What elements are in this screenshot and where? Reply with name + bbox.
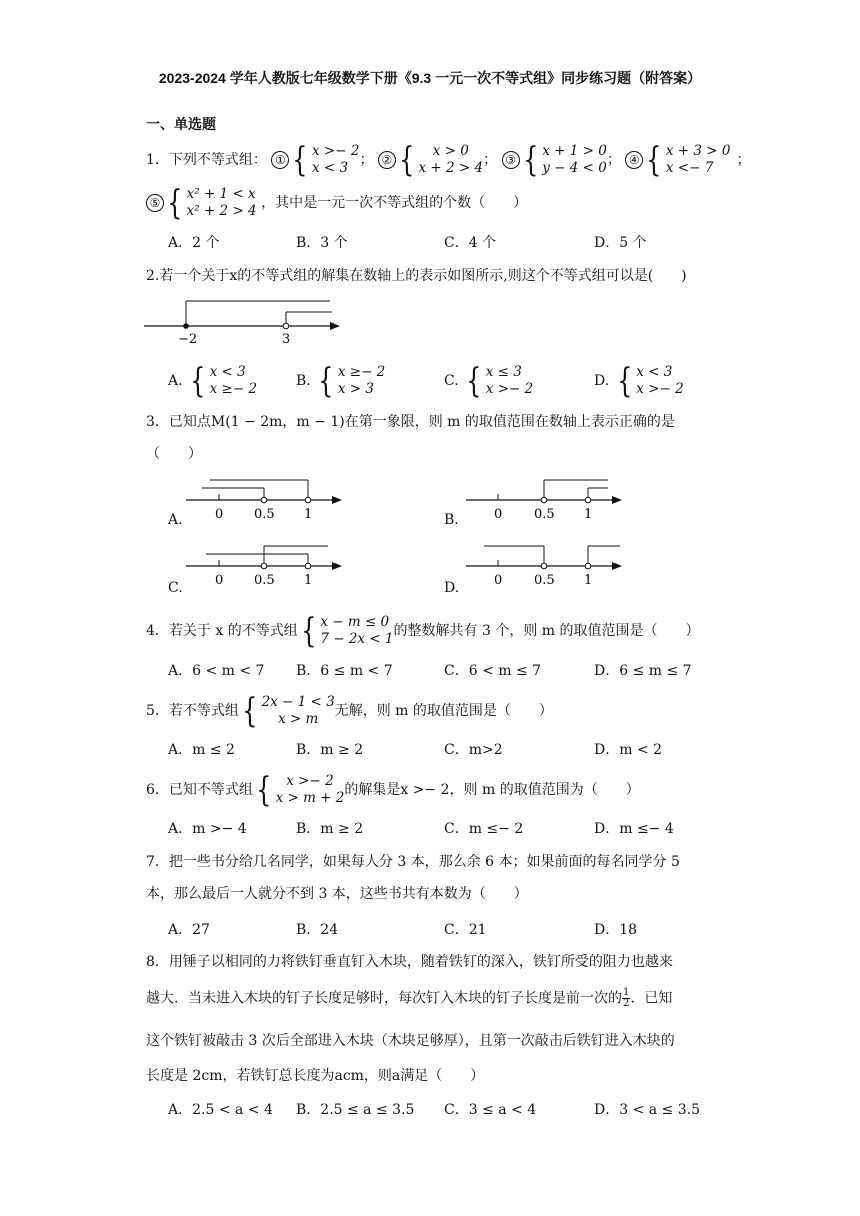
q3-paren: （ ） [146, 446, 202, 462]
question-5: 5．若不等式组 { 2x − 1 < 3 x > m 无解，则 m 的取值范围是（ ） [146, 691, 553, 731]
q3-stem: 3．已知点M(1 − 2m，m − 1)在第一象限，则 m 的取值范围在数轴上表示正确的是 [146, 414, 675, 430]
q5-option-a: A．m ≤ 2 [168, 742, 235, 758]
q3-number-line-a [180, 474, 350, 524]
svg-text:0: 0 [215, 507, 224, 522]
svg-text:0: 0 [494, 507, 503, 522]
svg-text:0: 0 [494, 573, 503, 588]
q6-option-b: B．m ≥ 2 [296, 821, 364, 837]
svg-text:0.5: 0.5 [254, 573, 275, 588]
q3-option-b-label: B. [444, 512, 459, 528]
q3-number-line-d [460, 540, 630, 590]
question-4: 4．若关于 x 的不等式组 { x − m ≤ 0 7 − 2x < 1 的整数解共有 3 个，则 m 的取值范围是（ ） [146, 611, 700, 651]
q1-option-b: B．3 个 [296, 235, 348, 251]
q2-axis-label-neg2: −2 [178, 332, 198, 347]
q7-option-c: C．21 [444, 922, 487, 938]
q8-option-d: D．3 < a ≤ 3.5 [594, 1102, 701, 1118]
svg-text:0.5: 0.5 [254, 507, 275, 522]
svg-text:1: 1 [304, 573, 313, 588]
q8-option-b: B．2.5 ≤ a ≤ 3.5 [296, 1102, 415, 1118]
q2-option-a: A. { x < 3 x ≥− 2 [168, 361, 258, 401]
q1-system-1: ① { x >− 2 x < 3 [271, 143, 359, 177]
question-6: 6．已知不等式组 { x >− 2 x > m + 2 的解集是x >− 2，则 m 的取值范围为（ ） [146, 770, 640, 810]
q3-number-line-b [460, 474, 630, 524]
q7-line-1: 7．把一些书分给几名同学，如果每人分 3 本，那么余 6 本；如果前面的每名同学分 5 [146, 854, 680, 870]
q8-option-a: A．2.5 < a < 4 [168, 1102, 273, 1118]
svg-text:1: 1 [304, 507, 313, 522]
section-heading: 一、单选题 [146, 116, 216, 132]
q4-option-a: A．6 < m < 7 [168, 663, 265, 679]
svg-text:1: 1 [584, 573, 593, 588]
q1-system-2: ② { x > 0 x + 2 > 4 [378, 143, 483, 177]
question-1-cont [146, 183, 528, 223]
q1-option-d: D．5 个 [594, 235, 647, 251]
q2-option-d: D. { x < 3 x >− 2 [594, 361, 684, 401]
q2-number-line [140, 295, 350, 350]
q4-option-b: B．6 ≤ m < 7 [296, 663, 393, 679]
q6-option-c: C．m ≤− 2 [444, 821, 524, 837]
q6-option-a: A．m >− 4 [168, 821, 247, 837]
q3-number-line-c [180, 540, 350, 590]
q5-option-c: C．m>2 [444, 742, 503, 758]
q1-system-4: ④ { x + 3 > 0 x <− 7 [625, 143, 730, 177]
q2-option-c: C. { x ≤ 3 x >− 2 [444, 361, 534, 401]
q8-line-2: 越大．当未进入木块的钉子长度足够时，每次钉入木块的钉子长度是前一次的 $\frac{1}{2}$ ．已知 [146, 987, 673, 1009]
q1-stem: 1．下列不等式组： [146, 152, 267, 168]
q1-system-5: ⑤ { x² + 1 < x x² + 2 > 4 [146, 186, 257, 220]
q8-option-c: C．3 ≤ a < 4 [444, 1102, 537, 1118]
q7-option-b: B．24 [296, 922, 339, 938]
svg-text:0.5: 0.5 [534, 507, 555, 522]
q8-line-1: 8．用锤子以相同的力将铁钉垂直钉入木块，随着铁钉的深入，铁钉所受的阻力也越来 [146, 954, 673, 970]
q1-option-c: C．4 个 [444, 235, 497, 251]
q7-line-2: 本，那么最后一人就分不到 3 本，这些书共有本数为（ ） [146, 886, 528, 902]
q3-option-d-label: D. [444, 580, 460, 596]
q1-system-3: ③ { x + 1 > 0 y − 4 < 0 [502, 143, 607, 177]
q7-option-a: A．27 [168, 922, 210, 938]
question-1: 1．下列不等式组： ① { x >− 2 x < 3 ； ② { x > 0 x + 2 > 4 ； ③ { x + 1 > 0 y − 4 < 0 ； ④ { x + 3 > 0 x <− 7 ； [146, 140, 751, 180]
q3-option-a-label: A. [168, 512, 183, 528]
q8-line-4: 长度是 2cm，若铁钉总长度为acm，则a满足（ ） [146, 1068, 485, 1084]
q3-option-c-label: C. [168, 580, 183, 596]
q1-tail: ，其中是一元一次不等式组的个数（ ） [261, 195, 528, 211]
q2-stem: 2.若一个关于x的不等式组的解集在数轴上的表示如图所示,则这个不等式组可以是( ) [146, 268, 687, 284]
q5-option-d: D．m < 2 [594, 742, 663, 758]
svg-text:0: 0 [215, 573, 224, 588]
q4-option-d: D．6 ≤ m ≤ 7 [594, 663, 692, 679]
q1-option-a: A．2 个 [168, 235, 220, 251]
q7-option-d: D．18 [594, 922, 638, 938]
q8-line-3: 这个铁钉被敲击 3 次后全部进入木块（木块足够厚），且第一次敲击后铁钉进入木块的 [146, 1033, 675, 1049]
page-title: 2023-2024 学年人教版七年级数学下册《9.3 一元一次不等式组》同步练习题（附答案） [158, 70, 702, 86]
svg-text:0.5: 0.5 [534, 573, 555, 588]
q2-option-b: B. { x ≥− 2 x > 3 [296, 361, 386, 401]
svg-text:1: 1 [584, 507, 593, 522]
q2-axis-label-3: 3 [282, 332, 291, 347]
q5-option-b: B．m ≥ 2 [296, 742, 364, 758]
q4-option-c: C．6 < m ≤ 7 [444, 663, 542, 679]
q6-option-d: D．m ≤− 4 [594, 821, 674, 837]
